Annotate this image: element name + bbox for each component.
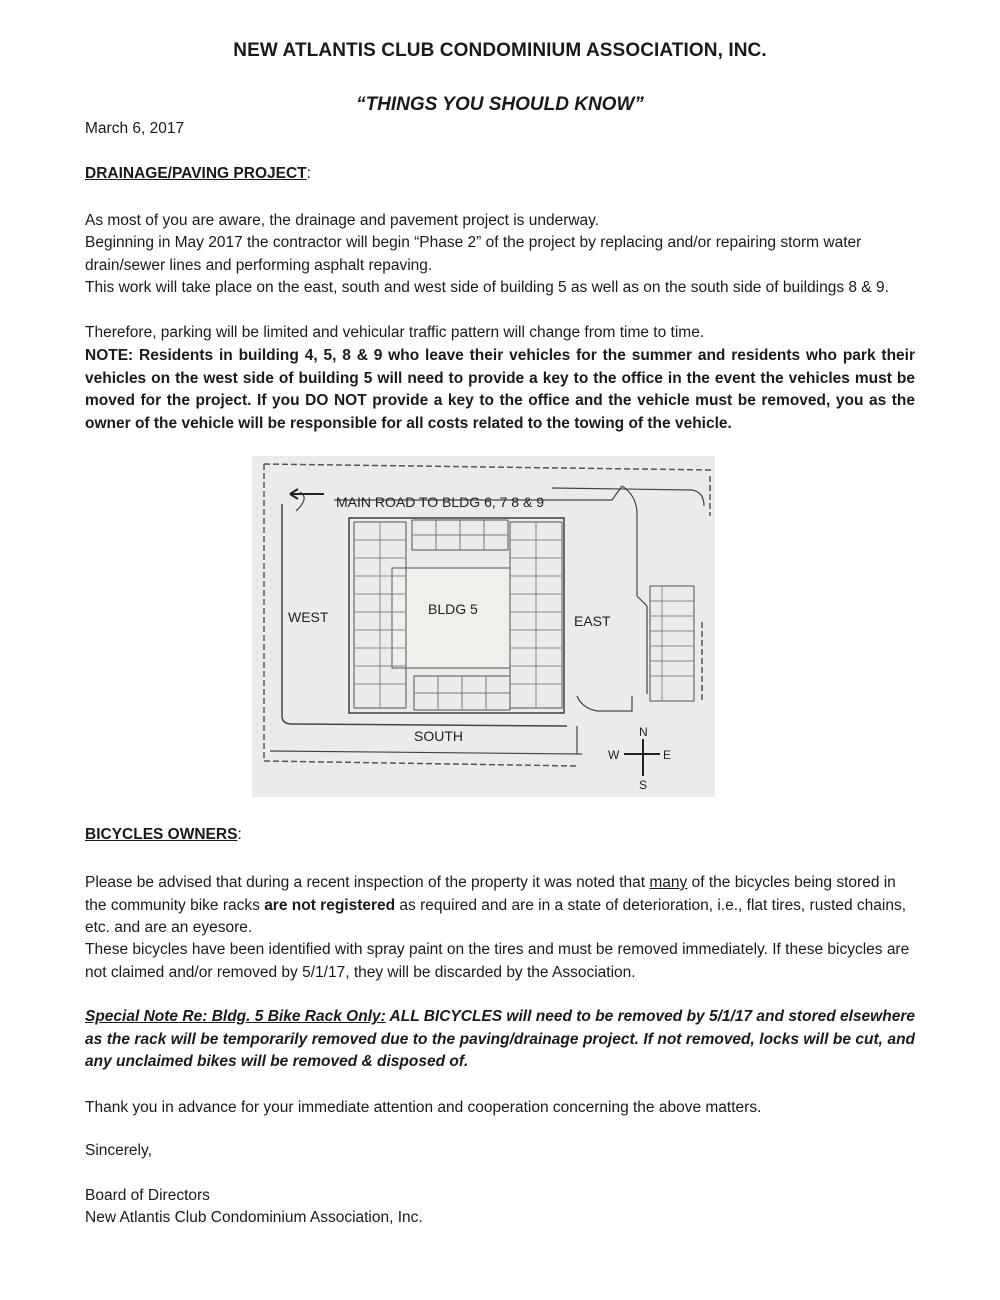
map-west-label: WEST: [288, 609, 329, 625]
bicycles-p1-part-c: as required and are in a state of deterioration, i.e., flat tires, rusted chains, etc. and are an eyesore.: [85, 896, 907, 936]
bicycles-p1-not-registered: are not registered: [264, 896, 396, 914]
special-note-text: ALL BICYCLES will need to be removed by 5/1/17 and stored elsewhere as the rack will be temporarily removed due to the paving/drainage project. If not removed, locks will be cut, and any unclaimed bikes will be removed & disposed of.: [85, 1008, 915, 1070]
drainage-paragraph-4: Therefore, parking will be limited and vehicular traffic pattern will change from time to time.: [85, 324, 705, 341]
drainage-paragraph-3: This work will take place on the east, south and west side of building 5 as well as on the south side of buildings 8 & 9.: [85, 279, 889, 296]
drainage-paragraph-1: As most of you are aware, the drainage and pavement project is underway.: [85, 212, 600, 229]
bicycles-paragraph-1: [85, 872, 915, 940]
compass-s-label: S: [639, 778, 648, 792]
drainage-paragraph-2: Beginning in May 2017 the contractor will begin “Phase 2” of the project by replacing and/or repairing storm water drain/sewer lines and performing asphalt repaving.: [85, 234, 862, 274]
site-map: [252, 456, 715, 797]
map-building-label: BLDG 5: [428, 601, 478, 617]
drainage-heading-text: DRAINAGE/PAVING PROJECT: [85, 165, 307, 182]
site-map-drawing: [252, 456, 715, 797]
map-south-label: SOUTH: [414, 728, 463, 744]
bicycles-paragraph-2: These bicycles have been identified with spray paint on the tires and must be removed immediately. If these bicycles are not claimed and/or removed by 5/1/17, they will be discarded by the Association.: [85, 941, 910, 981]
compass-w-label: W: [608, 748, 620, 762]
bicycles-p1-many: many: [649, 874, 688, 891]
bicycles-p1-part-b: of the bicycles being stored in the community bike racks: [85, 874, 896, 914]
bicycles-p1-part-a: Please be advised that during a recent inspection of the property it was noted that: [85, 874, 650, 891]
special-note-label: Special Note Re: Bldg. 5 Bike Rack Only:: [85, 1008, 386, 1025]
signer-line-1: Board of Directors: [85, 1187, 210, 1204]
bicycles-section-heading: BICYCLES OWNERS:: [85, 826, 242, 843]
closing-sincerely: Sincerely,: [85, 1142, 152, 1159]
map-road-label: MAIN ROAD TO BLDG 6, 7 8 & 9: [336, 494, 544, 510]
closing-thanks: Thank you in advance for your immediate attention and cooperation concerning the above matters.: [85, 1099, 762, 1116]
compass-n-label: N: [639, 725, 648, 739]
compass-e-label: E: [663, 748, 672, 762]
drainage-section-heading: DRAINAGE/PAVING PROJECT:: [85, 165, 311, 182]
signer-line-2: New Atlantis Club Condominium Association, Inc.: [85, 1209, 423, 1226]
bicycles-heading-text: BICYCLES OWNERS: [85, 826, 238, 843]
map-east-label: EAST: [574, 613, 611, 629]
special-note: [85, 1006, 915, 1074]
document-date: March 6, 2017: [85, 120, 185, 137]
document-title: NEW ATLANTIS CLUB CONDOMINIUM ASSOCIATION, INC.: [233, 40, 767, 61]
drainage-note: NOTE: Residents in building 4, 5, 8 & 9 who leave their vehicles for the summer and residents who park their vehicles on the west side of building 5 will need to provide a key to the office in the event the vehicles must be moved for the project. If you DO NOT provide a key to the office and the vehicle must be removed, you as the owner of the vehicle will be responsible for all costs related to the towing of the vehicle.: [85, 347, 915, 432]
document-subtitle: “THINGS YOU SHOULD KNOW”: [356, 94, 644, 115]
